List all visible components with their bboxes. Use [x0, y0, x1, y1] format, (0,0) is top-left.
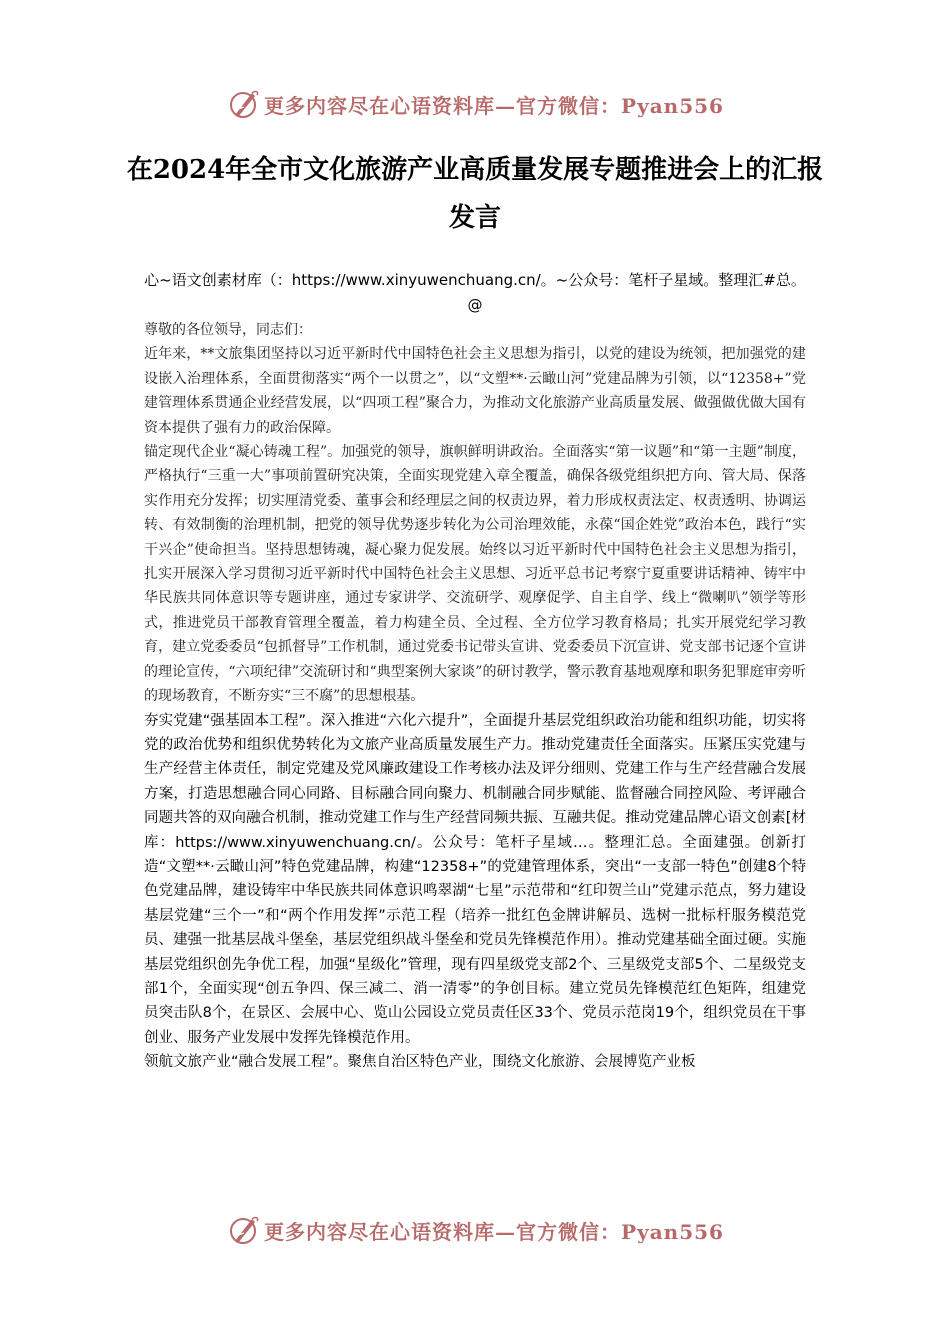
paragraph-section-2: 夯实党建“强基固本工程”。深入推进“六化六提升”，全面提升基层党组织政治功能和组织功能，切实将党的政治优势和组织优势转化为文旅产业高质量发展生产力。推动党建责任全面落实。压紧压实党建与生产经营主体责任，制定党建及党风廉政建设工作考核办法及评分细则、党建工作与生产经营融合发展方案，打造思想融合同心同路、目标融合同向聚力、机制融合同步赋能、监督融合同控风险、考评融合同题共答的双向融合机制，推动党建工作与生产经营同频共振、互融共促。推动党建品牌心语文创素[材库：https://www.xinyuwenchuang.cn/。公众号：笔杆子星域…。整理汇总。全面建强。创新打造“文塑**·云瞰山河”特色党建品牌，构建“12358+”的党建管理体系，突出“一支部一特色”创建8个特色党建品牌，建设铸牢中华民族共同体意识鸣翠湖“七星”示范带和“红印贺兰山”党建示范点，努力建设基层党建“三个一”和“两个作用发挥”示范工程（培养一批红色金牌讲解员、选树一批标杆服务模范党员、建强一批基层战斗堡垒，基层党组织战斗堡垒和党员先锋模范作用）。推动党建基础全面过硬。实施基层党组织创先争优工程，加强“星级化”管理，现有四星级党支部2个、三星级党支部5个、二星级党支部1个，全面实现“创五争四、保三减二、消一清零”的争创目标。建立党员先锋模范红色矩阵，组建党员突击队8个，在景区、会展中心、览山公园设立党员责任区33个、党员示范岗19个，组织党员在干事创业、服务产业发展中发挥先锋模范作用。	[144, 712, 806, 1046]
banner-text: 更多内容尽在心语资料库—官方微信：Pyan556	[264, 93, 724, 118]
footer-banner	[0, 1210, 950, 1250]
paragraph-section-3: 领航文旅产业“融合发展工程”。聚焦自治区特色产业，围绕文化旅游、会展博览产业板	[144, 1054, 696, 1071]
source-line: 心~语文创素材库（：https://www.xinyuwenchuang.cn/。~公众号：笔杆子星域。整理汇#总。@	[144, 271, 806, 314]
quill-logo-icon	[226, 87, 260, 121]
salutation: 尊敬的各位领导，同志们：	[144, 322, 312, 338]
quill-logo-icon	[226, 1213, 260, 1247]
paragraph-intro: 近年来，**文旅集团坚持以习近平新时代中国特色社会主义思想为指引，以党的建设为统领，把加强党的建设嵌入治理体系，全面贯彻落实“两个一以贯之”，以“文塑**·云瞰山河”党建品牌为引领，以“12358+”党建管理体系贯通企业经营发展，以“四项工程”聚合力，为推动文化旅游产业高质量发展、做强做优做大国有资本提供了强有力的政治保障。	[144, 346, 806, 436]
document-body	[144, 318, 806, 1194]
document-title: 在2024年全市文化旅游产业高质量发展专题推进会上的汇报发言	[126, 155, 824, 233]
header-banner	[0, 84, 950, 124]
paragraph-section-1: 锚定现代企业“凝心铸魂工程”。加强党的领导，旗帜鲜明讲政治。全面落实“第一议题”和“第一主题”制度，严格执行“三重一大”事项前置研究决策，全面实现党建入章全覆盖，确保各级党组织把方向、管大局、保落实作用充分发挥；切实厘清党委、董事会和经理层之间的权责边界，着力形成权责法定、权责透明、协调运转、有效制衡的治理机制，把党的领导优势逐步转化为公司治理效能，永葆“国企姓党”政治本色，践行“实干兴企”使命担当。坚持思想铸魂，凝心聚力促发展。始终以习近平新时代中国特色社会主义思想为指引，扎实开展深入学习贯彻习近平新时代中国特色社会主义思想、习近平总书记考察宁夏重要讲话精神、铸牢中华民族共同体意识等专题讲座，通过专家讲学、交流研学、观摩促学、自主自学、线上“微喇叭”领学等形式，推进党员干部教育管理全覆盖，着力构建全员、全过程、全方位学习教育格局；扎实开展党纪学习教育，建立党委委员“包抓督导”工作机制，通过党委书记带头宣讲、党委委员下沉宣讲、党支部书记逐个宣讲的理论宣传，“六项纪律”交流研讨和“典型案例大家谈”的研讨教学，警示教育基地观摩和职务犯罪庭审旁听的现场教育，不断夯实“三不腐”的思想根基。	[144, 444, 806, 705]
banner-text: 更多内容尽在心语资料库—官方微信：Pyan556	[264, 1219, 724, 1244]
